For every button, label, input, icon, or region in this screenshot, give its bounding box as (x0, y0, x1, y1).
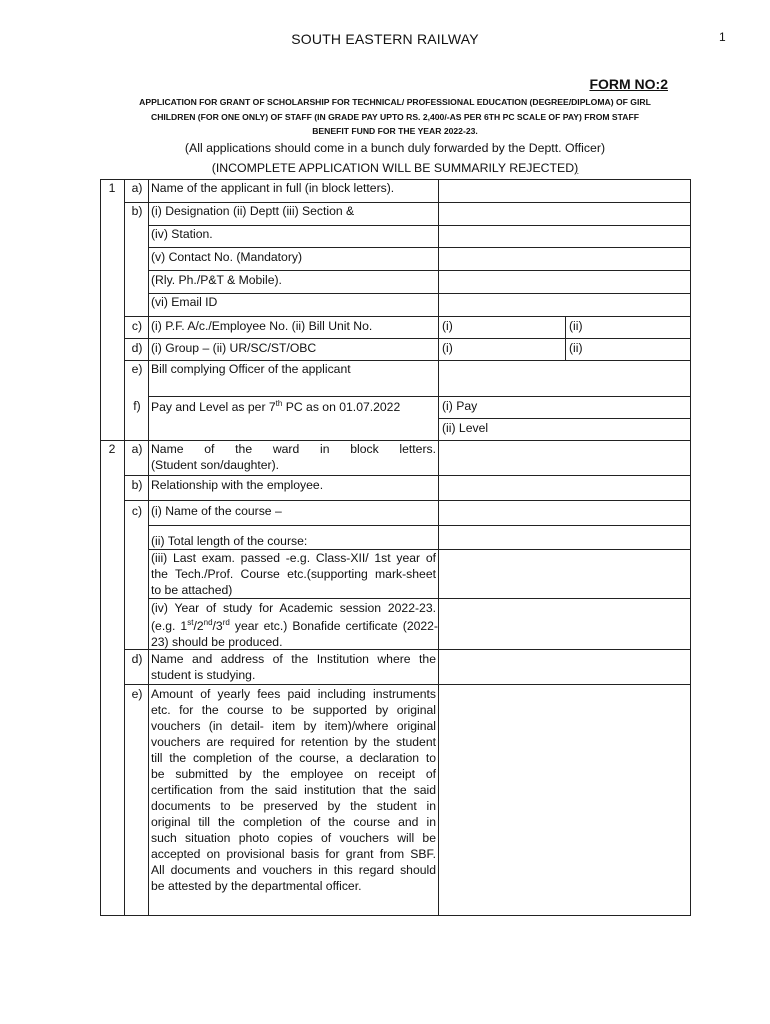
item-letter: b) (131, 478, 143, 492)
ward-name-field[interactable] (439, 441, 690, 475)
course-length-label: (ii) Total length of the course: (151, 534, 308, 548)
phone-field[interactable] (439, 271, 690, 293)
column-divider-2 (148, 179, 149, 916)
designation-label: (i) Designation (ii) Deptt (iii) Section & (151, 204, 355, 218)
fees-line: be submitted by the employee on receipt of (151, 767, 436, 781)
bill-officer-field[interactable] (439, 361, 690, 396)
pf-account-label: (i) P.F. A/c./Employee No. (ii) Bill Unit No. (151, 319, 373, 333)
fees-line: vouchers are required for retention by the student (151, 735, 436, 749)
last-exam-label-1: (iii) Last exam. passed -e.g. Class-XII/ 1st year of (151, 551, 436, 565)
pf-answer-1[interactable]: (i) (442, 319, 453, 333)
page-number: 1 (719, 30, 726, 44)
table-border-right (690, 179, 691, 916)
item-letter: f) (133, 399, 141, 413)
contact-field[interactable] (439, 248, 690, 270)
section-number: 1 (108, 181, 116, 195)
fees-line: accepted on provisional basis for grant from SBF. (151, 847, 436, 861)
item-letter: d) (131, 341, 143, 355)
last-exam-field[interactable] (439, 550, 690, 598)
item-letter: d) (131, 652, 143, 666)
ward-name-label: Name of the ward in block letters. (151, 442, 436, 456)
year-of-study-label-1: (iv) Year of study for Academic session 2022-23. (151, 601, 436, 615)
course-name-field[interactable] (439, 501, 690, 525)
group-label: (i) Group – (ii) UR/SC/ST/OBC (151, 341, 317, 355)
table-border-left (100, 179, 101, 916)
fees-line: be attested by the departmental officer. (151, 879, 362, 893)
subject-line-2: CHILDREN (FOR ONE ONLY) OF STAFF (IN GRADE PAY UPTO RS. 2,400/-AS PER 6TH PC SCALE OF PAY) FROM STAFF (151, 111, 639, 122)
email-label: (vi) Email ID (151, 295, 218, 309)
applicant-name-field[interactable] (439, 180, 690, 202)
relationship-label: Relationship with the employee. (151, 478, 324, 492)
row-line (438, 418, 691, 419)
rejection-note-close: ) (574, 161, 579, 175)
year-of-study-label-3: 23) should be produced. (151, 635, 283, 649)
form-number: FORM NO:2 (589, 76, 668, 92)
level-answer[interactable]: (ii) Level (442, 421, 489, 435)
item-letter: a) (131, 442, 143, 456)
last-exam-label-3: to be attached) (151, 583, 233, 597)
contact-label: (v) Contact No. (Mandatory) (151, 250, 303, 264)
pay-level-label: Pay and Level as per 7th PC as on 01.07.2022 (151, 398, 401, 414)
row-line (124, 338, 691, 339)
row-line (124, 316, 691, 317)
group-answer-2[interactable]: (ii) (569, 341, 583, 355)
section-number: 2 (108, 442, 116, 456)
station-field[interactable] (439, 226, 690, 247)
item-letter: a) (131, 181, 143, 195)
table-border-bottom (100, 915, 691, 916)
pf-answer-2[interactable]: (ii) (569, 319, 583, 333)
email-field[interactable] (439, 294, 690, 316)
rejection-note (100, 161, 690, 175)
fees-line: vouchers (in detail- item by item)/where original (151, 719, 436, 733)
fees-line: original till the completion of the course and in (151, 815, 436, 829)
fees-line: Amount of yearly fees paid including instruments (151, 687, 436, 701)
year-of-study-label-2: (e.g. 1st/2nd/3rd year etc.) Bonafide certificate (2022- (151, 617, 438, 633)
form-subject (100, 95, 690, 139)
institution-label-2: student is studying. (151, 668, 256, 682)
course-length-field[interactable] (439, 526, 690, 549)
fees-line: etc. for the course to be supported by original (151, 703, 436, 717)
item-letter: c) (131, 319, 143, 333)
year-of-study-field[interactable] (439, 599, 690, 649)
applicant-name-label: Name of the applicant in full (in block letters). (151, 181, 395, 195)
fees-line: documents to be preserved by the student in (151, 799, 436, 813)
item-letter: e) (131, 362, 143, 376)
organization-title: SOUTH EASTERN RAILWAY (291, 31, 479, 47)
subject-line-3: BENEFIT FUND FOR THE YEAR 2022-23. (312, 126, 478, 136)
fees-field[interactable] (439, 685, 690, 915)
ward-name-label-cont: (Student son/daughter). (151, 458, 280, 472)
column-divider-1 (124, 179, 125, 916)
fees-line: till the completion of the course, a declaration to (151, 751, 436, 765)
rejection-note-text: (INCOMPLETE APPLICATION WILL BE SUMMARILY REJECTED (211, 161, 575, 175)
row-line (148, 396, 691, 397)
pay-answer[interactable]: (i) Pay (442, 399, 478, 413)
designation-field[interactable] (439, 203, 690, 225)
phone-label: (Rly. Ph./P&T & Mobile). (151, 273, 282, 287)
group-answer-1[interactable]: (i) (442, 341, 453, 355)
item-letter: e) (131, 687, 143, 701)
item-letter: c) (131, 504, 143, 518)
institution-field[interactable] (439, 650, 690, 684)
relationship-field[interactable] (439, 476, 690, 500)
fees-line: certification from the said institution that the said (151, 783, 436, 797)
last-exam-label-2: the Tech./Prof. Course etc.(supporting mark-sheet (151, 567, 436, 581)
forwarding-note: (All applications should come in a bunch duly forwarded by the Deptt. Officer) (184, 141, 606, 155)
fees-line: such situation photo copies of vouchers will be (151, 831, 436, 845)
subject-line-1: APPLICATION FOR GRANT OF SCHOLARSHIP FOR TECHNICAL/ PROFESSIONAL EDUCATION (DEGREE/DIPLOMA) OF GIRL (139, 97, 651, 107)
bill-officer-label: Bill complying Officer of the applicant (151, 362, 351, 376)
course-name-label: (i) Name of the course – (151, 504, 282, 518)
item-letter: b) (131, 204, 143, 218)
station-label: (iv) Station. (151, 227, 213, 241)
fees-line: All documents and vouchers in this regard should (151, 863, 436, 877)
institution-label-1: Name and address of the Institution where the (151, 652, 436, 666)
